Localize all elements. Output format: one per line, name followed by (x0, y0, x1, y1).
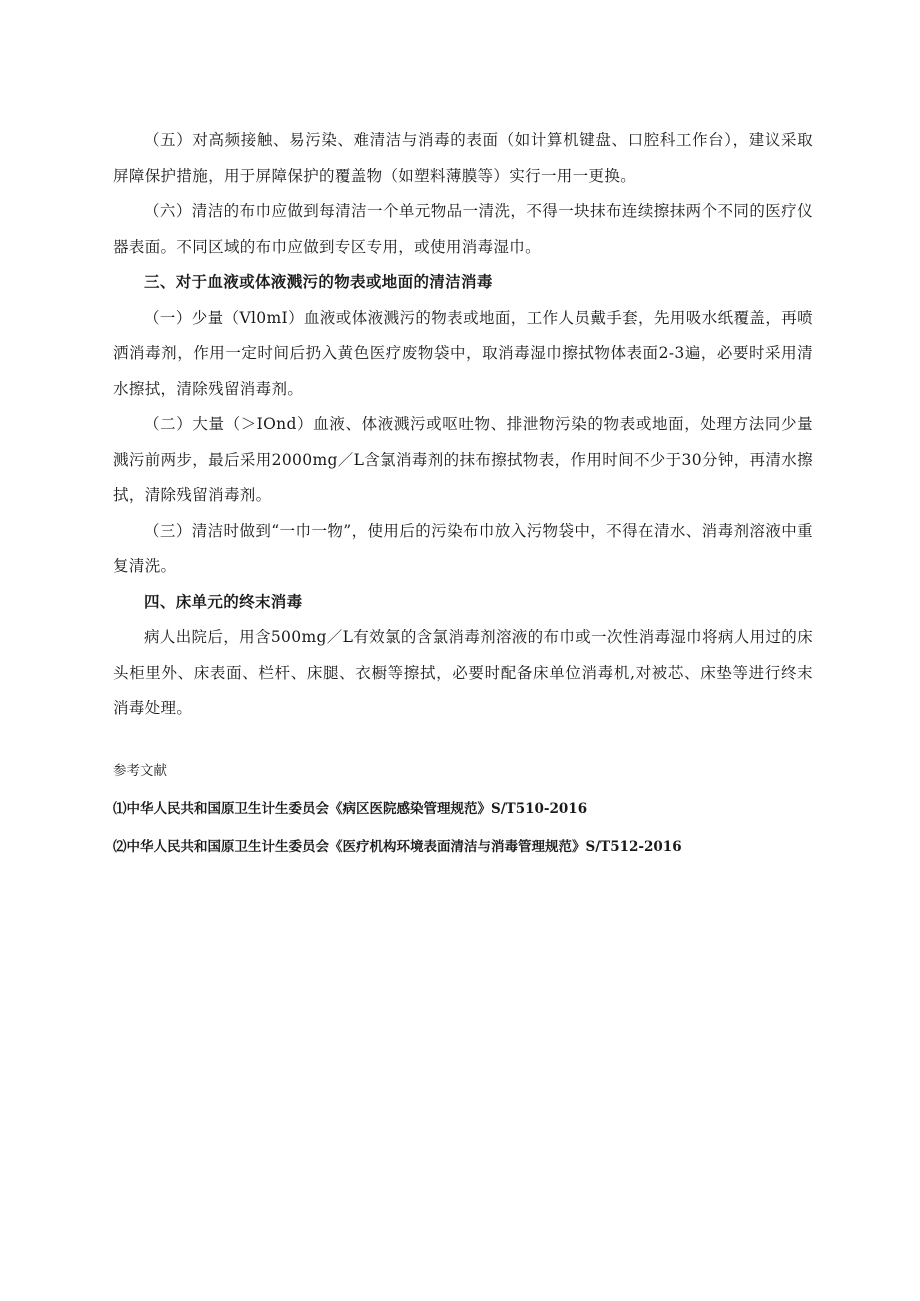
paragraph-one-cloth-one-item: （三）清洁时做到“一巾一物”，使用后的污染布巾放入污物袋中，不得在清水、消毒剂溶液中重复清洗。 (113, 521, 813, 575)
paragraph-large-spill: （二）大量（＞IOnd）血液、体液溅污或呕吐物、排泄物污染的物表或地面，处理方法同少量溅污前两步，最后采用2000mg／L含氯消毒剂的抹布擦拭物表，作用时间不少于30分钟，再清水擦拭，清除残留消毒剂。 (113, 415, 813, 504)
references-title: 参考文献 (113, 762, 167, 779)
paragraph-small-spill: （一）少量（Vl0mI）血液或体液溅污的物表或地面，工作人员戴手套，先用吸水纸覆盖，再喷洒消毒剂，作用一定时间后扔入黄色医疗废物袋中，取消毒湿巾擦拭物体表面2-3遍，必要时采用清水擦拭，清除残留消毒剂。 (113, 308, 813, 398)
document-body (113, 123, 813, 875)
reference-item: ⑴中华人民共和国原卫生计生委员会《病区医院感染管理规范》S/T510-2016 (113, 800, 588, 817)
paragraph-five: （五）对高频接触、易污染、难清洁与消毒的表面（如计算机键盘、口腔科工作台），建议采取屏障保护措施，用于屏障保护的覆盖物（如塑料薄膜等）实行一用一更换。 (113, 131, 813, 185)
paragraph-terminal-disinfection: 病人出院后，用含500mg／L有效氯的含氯消毒剂溶液的布巾或一次性消毒湿巾将病人用过的床头柜里外、床表面、栏杆、床腿、衣橱等擦拭，必要时配备床单位消毒机,对被芯、床垫等进行终末消毒处理。 (113, 628, 813, 717)
section-heading-three: 三、对于血液或体液溅污的物表或地面的清洁消毒 (144, 273, 493, 291)
section-heading-four: 四、床单元的终末消毒 (144, 592, 303, 611)
paragraph-six: （六）清洁的布巾应做到每清洁一个单元物品一清洗，不得一块抹布连续擦抹两个不同的医疗仪器表面。不同区域的布巾应做到专区专用，或使用消毒湿巾。 (113, 202, 813, 256)
references-section (113, 761, 813, 857)
reference-item: ⑵中华人民共和国原卫生计生委员会《医疗机构环境表面清洁与消毒管理规范》S/T512-2016 (113, 838, 682, 855)
